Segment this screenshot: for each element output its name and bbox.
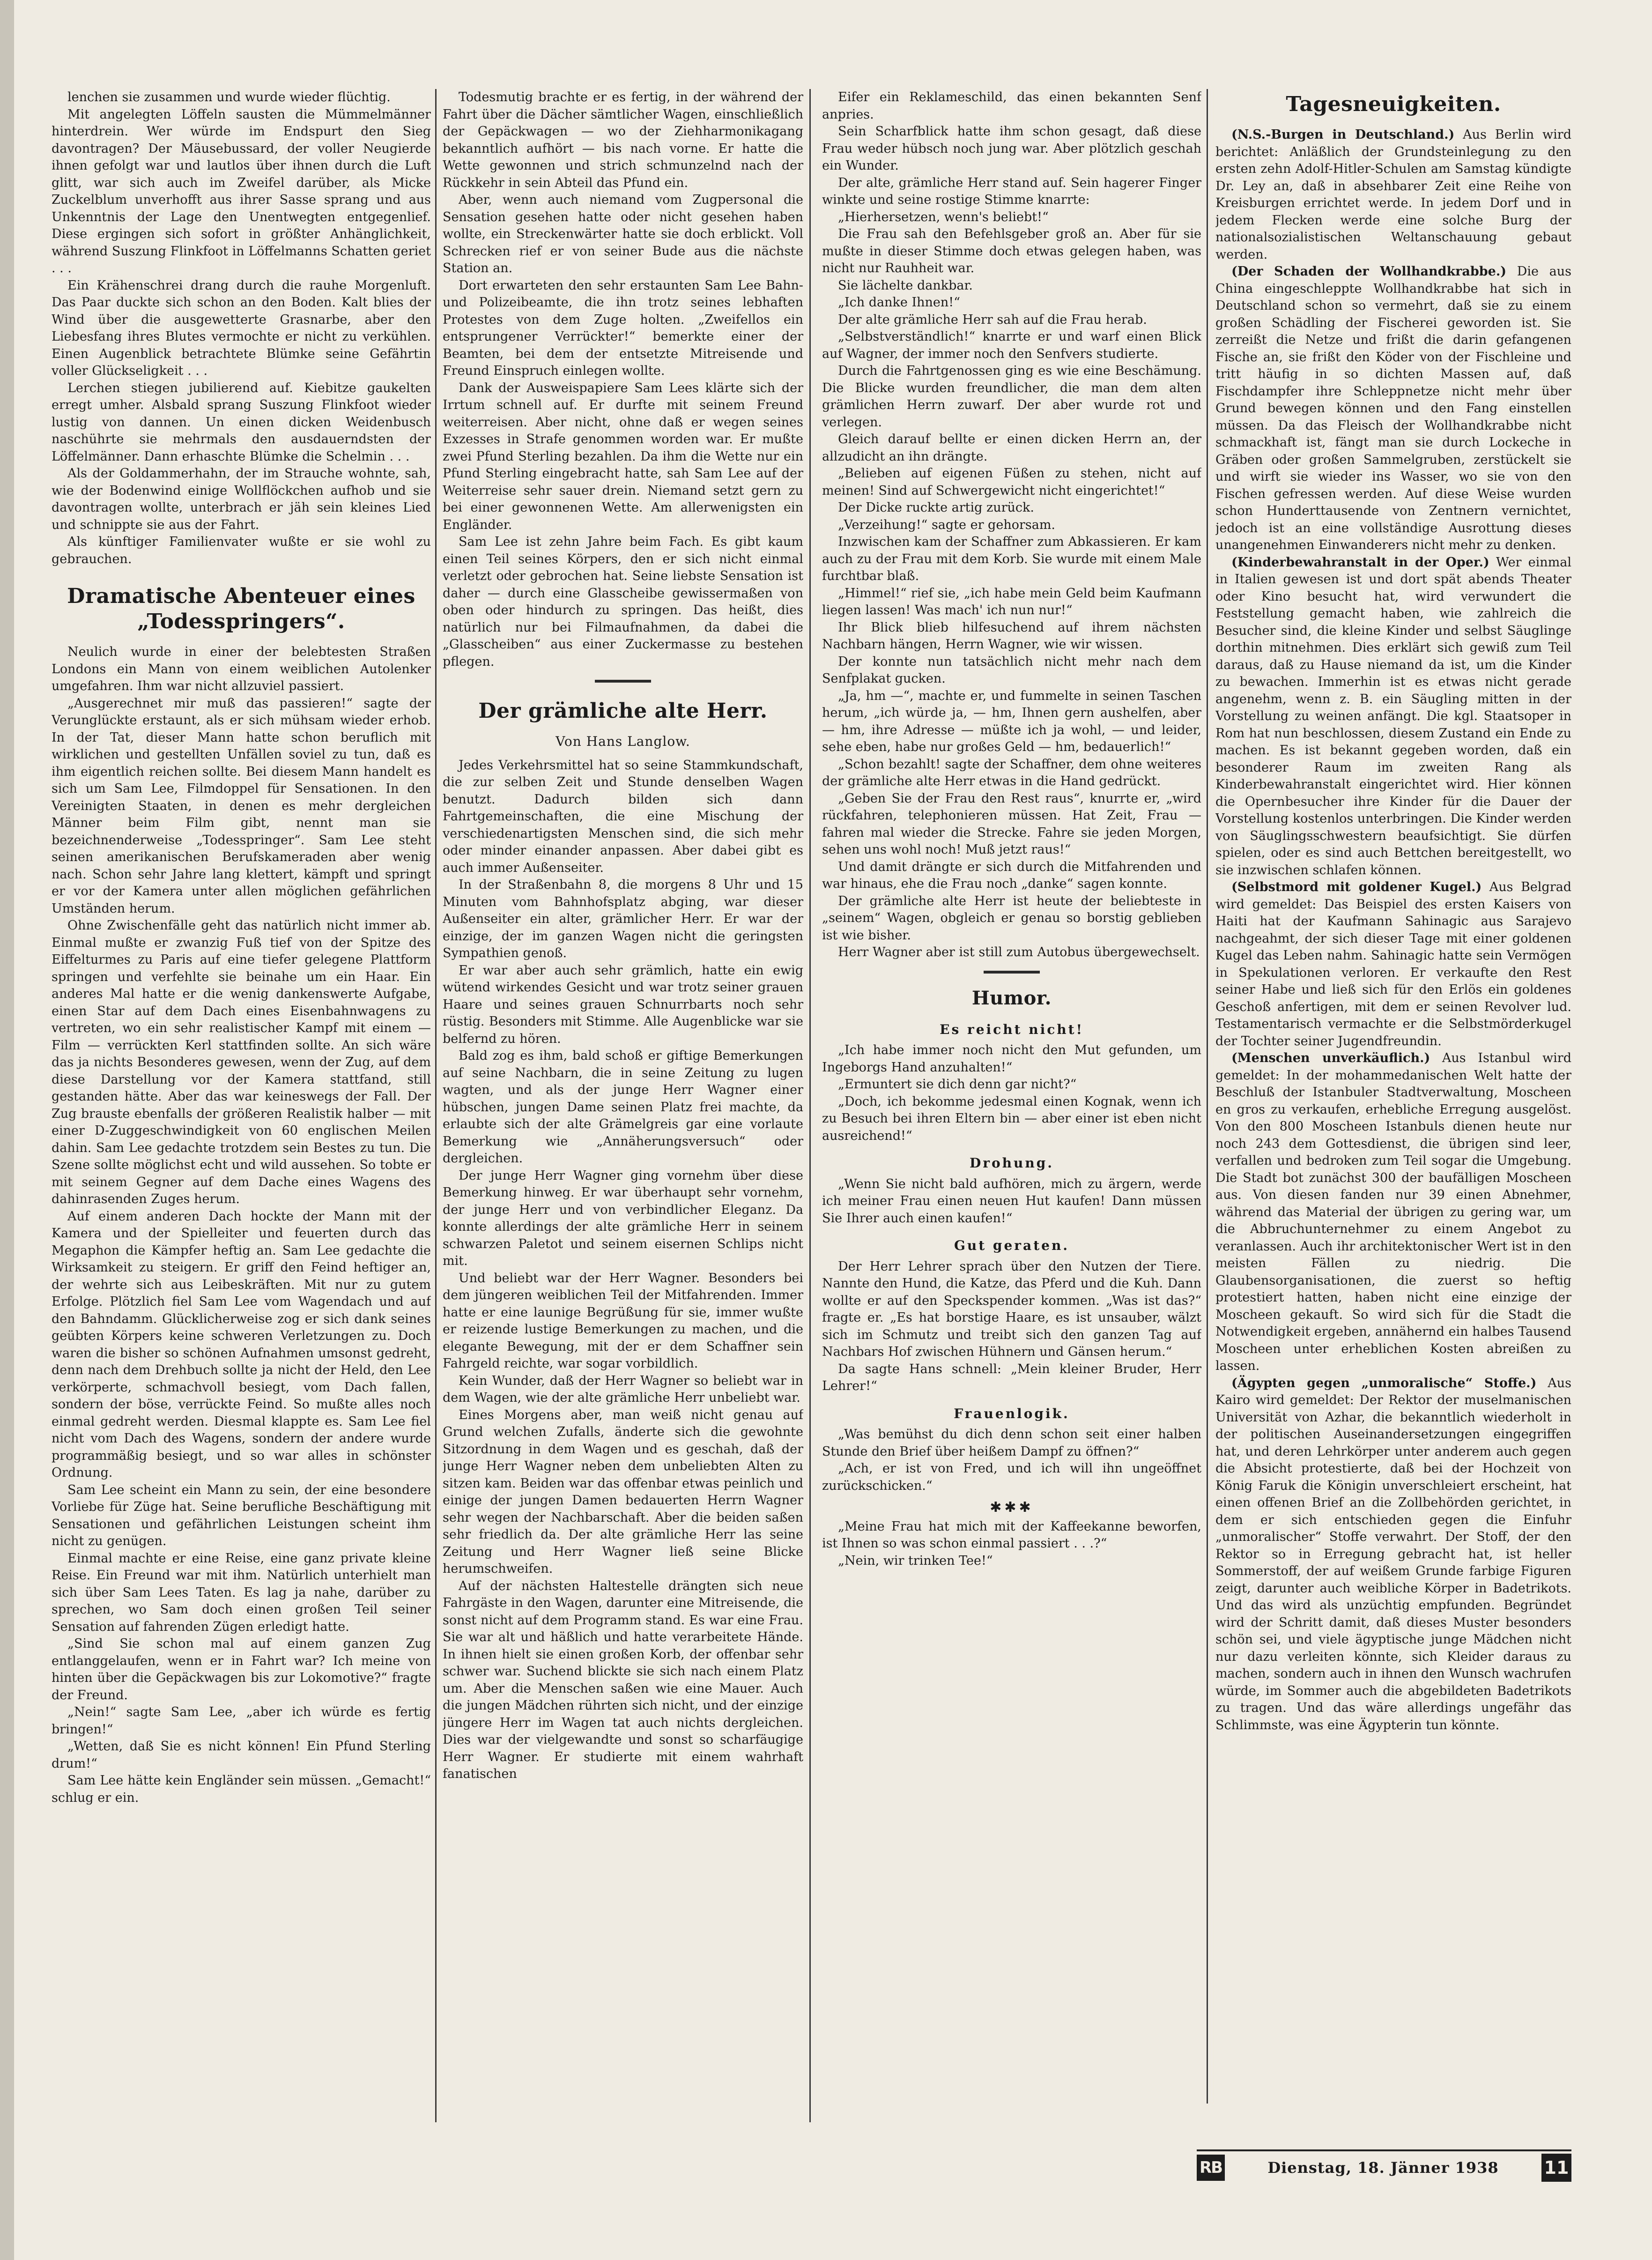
paragraph: Sam Lee scheint ein Mann zu sein, der eine besondere Vorliebe für Züge hat. Seine berufliche Beschäftigung mit Sensationen und gefährlichen Leistungen scheint ihm nicht zu genügen. <box>52 1482 431 1548</box>
paragraph: Herr Wagner aber ist still zum Autobus übergewechselt. <box>838 945 1200 959</box>
paragraph: „Ach, er ist von Fred, und ich will ihn ungeöffnet zurückschicken.“ <box>822 1461 1201 1493</box>
news-kicker: (N.S.-Burgen in Deutschland.) <box>1231 127 1455 142</box>
paragraph: Ein Krähenschrei drang durch die rauhe Morgenluft. Das Paar duckte sich schon an den Boden. Kalt blies der Wind über die ausgewetterte Grasnarbe, aber den Liebesfang ihres Blutes vermochte er nicht zu verkühlen. Einen Augenblick betrachtete Blümke seine Gefährtin voller Glückseligkeit . . . <box>52 278 431 378</box>
news-kicker: (Menschen unverkäuflich.) <box>1231 1051 1430 1065</box>
paragraph: Der Herr Lehrer sprach über den Nutzen der Tiere. Nannte den Hund, die Katze, das Pferd und die Kuh. Dann wollte er auf den Speckspender kommen. „Was ist das?“ fragte er. „Es hat borstige Haare, es ist unsauber, wälzt sich im Schmutz und treibt sich den ganzen Tag auf Nachbars Hof zwischen Hühnern und Gänsen herum.“ <box>822 1259 1201 1359</box>
paragraph: „Verzeihung!“ sagte er gehorsam. <box>838 517 1056 532</box>
paragraph: Dort erwarteten den sehr erstaunten Sam Lee Bahn- und Polizeibeamte, die ihn trotz seines lebhaften Protestes von dem Zuge holten. „Zweifellos ein entsprungener Verrückter!“ bemerkte einer der Beamten, bei dem der entsetzte Mitreisende und Freund Einspruch einlegen wollte. <box>443 278 803 378</box>
article-continuation <box>443 89 803 670</box>
news-text: Aus Berlin wird berichtet: Anläßlich der Grundsteinlegung zu den ersten zehn Adolf-Hitler-Schulen am Samstag kündigte Dr. Ley an, daß in absehbarer Zeit eine Reihe von Kreisburgen errichtet werde. In jedem Dorf und in jedem Flecken werde eine solche Burg der nationalsozialistischen Weltanschauung gebaut werden. <box>1215 127 1571 262</box>
story-byline: Von Hans Langlow. <box>556 734 690 749</box>
paragraph: Sam Lee ist zehn Jahre beim Fach. Es gibt kaum einen Teil seines Körpers, den er sich nicht einmal verletzt oder gebrochen hat. Seine liebste Sensation ist daher — durch eine Glasscheibe gewissermaßen von oben oder hindurch zu springen. Das heißt, dies natürlich nur bei Filmaufnahmen, da dabei die „Glasscheiben“ aus einer Zuckermasse zu bestehen pflegen. <box>443 535 803 669</box>
news-item <box>1215 126 1571 263</box>
joke-separator: ✱✱✱ <box>990 1499 1034 1516</box>
paragraph: Inzwischen kam der Schaffner zum Abkassieren. Er kam auch zu der Frau mit dem Korb. Sie wurde mit einem Male furchtbar blaß. <box>822 535 1201 583</box>
paragraph: „Doch, ich bekomme jedesmal einen Kognak, wenn ich zu Besuch bei ihren Eltern bin — aber einer ist eben nicht ausreichend!“ <box>822 1094 1201 1143</box>
paragraph: „Sind Sie schon mal auf einem ganzen Zug entlanggelaufen, wenn er in Fahrt war? Ich meine von hinten über die Gepäckwagen bis zur Lokomotive?“ fragte der Freund. <box>52 1636 431 1702</box>
news-kicker: (Der Schaden der Wollhandkrabbe.) <box>1231 264 1506 279</box>
paragraph: „Ausgerechnet mir muß das passieren!“ sagte der Verunglückte erstaunt, als er sich mühsam wieder erhob. In der Tat, dieser Mann hatte schon beruflich mit wirklichen und gestellten Unfällen soviel zu tun, daß es ihm eigentlich reichen sollte. Bei diesem Mann handelt es sich um Sam Lee, Filmdoppel für Sensationen. In den Vereinigten Staaten, in denen es mehr dergleichen Männer beim Film gibt, nennt man sie bezeichnenderweise „Todesspringer“. Sam Lee steht seinen amerikanischen Berufskameraden aber wenig nach. Schon sehr Jahre lang klettert, kämpft und springt er vor der Kamera unter allen möglichen gefährlichen Umständen herum. <box>52 696 431 916</box>
page-left-edge <box>0 0 14 2260</box>
paragraph: In der Straßenbahn 8, die morgens 8 Uhr und 15 Minuten vom Bahnhofsplatz abging, war dieser Außenseiter ein alter, grämlicher Herr. Er war der einzige, der im ganzen Wagen nicht die geringsten Sympathien genoß. <box>443 877 803 960</box>
paragraph: Neulich wurde in einer der belebtesten Straßen Londons ein Mann von einem weiblichen Autolenker umgefahren. Ihm war nicht allzuviel passiert. <box>52 645 431 693</box>
page-number: 11 <box>1541 2154 1571 2182</box>
paragraph: Der junge Herr Wagner ging vornehm über diese Bemerkung hinweg. Er war überhaupt sehr vornehm, der junge Herr und von verbindlicher Eleganz. Da konnte allerdings der alte grämliche Herr in seinem schwarzen Paletot und seinem eisernen Schlips nicht mit. <box>443 1168 803 1268</box>
paragraph: Bald zog es ihm, bald schoß er giftige Bemerkungen auf seine Nachbarn, die in seine Zeitung zu lugen wagten, und als der junge Herr Wagner einer hübschen, jungen Dame seinen Platz frei machte, da erlaubte sich der alte Grämelgreis gar eine vorlaute Bemerkung wie „Annäherungsversuch“ oder dergleichen. <box>443 1048 803 1166</box>
news-text: Wer einmal in Italien gewesen ist und dort spät abends Theater oder Kino besucht hat, wird verwundert die Feststellung gemacht haben, wie zahlreich die Besucher sind, die kleine Kinder und selbst Säuglinge dorthin mitnehmen. Dies erklärt sich gewiß zum Teil daraus, daß zu Hause niemand da ist, um die Kinder zu bewachen. Immerhin ist es etwas nicht gerade angenehm, wenn z. B. ein Säugling mitten in der Vorstellung zu weinen anfängt. Die kgl. Staatsoper in Rom hat nun beschlossen, diesem Zustand ein Ende zu machen. Es ist bekannt gegeben worden, daß ein besonderer Raum im zweiten Rang als Kinderbewahranstalt eingerichtet wird. Hier können die Opernbesucher ihre Kinder für die Dauer der Vorstellung kostenlos unterbringen. Die Kinder werden von Säuglingsschwestern beaufsichtigt. Sie dürfen spielen, oder es sind auch Bettchen bereitgestellt, wo sie inzwischen schlafen können. <box>1215 555 1571 877</box>
paragraph: Dank der Ausweispapiere Sam Lees klärte sich der Irrtum schnell auf. Er durfte mit seinem Freund weiterreisen. Aber nicht, ohne daß er wegen seines Exzesses in Strafe genommen worden war. Er mußte zwei Pfund Sterling bezahlen. Da ihm die Wette nur ein Pfund Sterling eingebracht hatte, sah Sam Lee auf der Weiterreise sehr sauer drein. Niemand setzt gern zu bei einer gewonnenen Wette. Am allerwenigsten ein Engländer. <box>443 380 803 532</box>
joke-title: Frauenlogik. <box>954 1405 1070 1421</box>
paragraph: Todesmutig brachte er es fertig, in der während der Fahrt über die Dächer sämtlicher Wagen, einschließlich der Gepäckwagen — wo der Ziehharmonikagang bekanntlich aufhört — bis nach vorne. Er hatte die Wette gewonnen und strich schmunzelnd nach der Rückkehr in sein Abteil das Pfund ein. <box>443 90 803 190</box>
paragraph: Auf der nächsten Haltestelle drängten sich neue Fahrgäste in den Wagen, darunter eine Mitreisende, die sonst nicht auf dem Programm stand. Es war eine Frau. Sie war alt und häßlich und hatte verarbeitete Hände. In ihnen hielt sie einen großen Korb, der offenbar sehr schwer war. Suchend blickte sie sich nach einem Platz um. Aber die Menschen saßen wie eine Mauer. Auch die jungen Mädchen rührten sich nicht, und der einzige jüngere Herr im Wagen tat auch nichts dergleichen. Dies war der vielgewandte und sonst so scharfäugige Herr Wagner. Er studierte mit einem wahrhaft fanatischen <box>443 1578 803 1781</box>
column-1-intro <box>52 89 431 568</box>
paragraph: „Meine Frau hat mich mit der Kaffeekanne beworfen, ist Ihnen so was schon einmal passiert . . .?“ <box>822 1519 1201 1551</box>
paragraph: Einmal machte er eine Reise, eine ganz private kleine Reise. Ein Freund war mit ihm. Natürlich unterhielt man sich über Sam Lees Taten. Es lag ja nahe, darüber zu sprechen, wo Sam doch einen großen Teil seiner Sensation auf fahrenden Zügen erledigt hatte. <box>52 1551 431 1634</box>
column-divider <box>1207 89 1208 2104</box>
section-divider <box>984 971 1040 974</box>
paragraph: Jedes Verkehrsmittel hat so seine Stammkundschaft, die zur selben Zeit und Stunde denselben Wagen benutzt. Dadurch bilden sich dann Fahrtgemeinschaften, die eine Mischung der verschiedenartigsten Menschen sind, die sich mehr oder minder einander anpassen. Aber dabei gibt es auch immer Außenseiter. <box>443 758 803 875</box>
paragraph: Aber, wenn auch niemand vom Zugpersonal die Sensation gesehen hatte oder nicht gesehen haben wollte, ein Streckenwärter hatte sie doch erblickt. Voll Schrecken rief er von seiner Bude aus die nächste Station an. <box>443 193 803 275</box>
news-text: Aus Istanbul wird gemeldet: In der mohammedanischen Welt hatte der Beschluß der Istanbuler Stadtverwaltung, Moscheen en gros zu verkaufen, erhebliche Erregung ausgelöst. Von den 800 Moscheen Istanbuls dienen heute nur noch 243 dem Gottesdienst, die übrigen sind leer, verfallen und bedroken zum Teil sogar die Umgebung. Die Stadt bot zunächst 300 der baufälligen Moscheen aus. Von diesen fanden nur 39 einen Abnehmer, während das Material der übrigen zu gering war, um die Abbruchunternehmer zu einem Angebot zu veranlassen. Auch ihr architektonischer Wert ist in den meisten Fällen zu niedrig. Die Glaubensorganisationen, die zuerst so heftig protestiert hatten, haben nicht eine einzige der Moscheen gekauft. So wird sich für die Stadt die Notwendigkeit ergeben, annähernd ein halbes Tausend Moscheen unter erheblichen Kosten abreißen zu lassen. <box>1215 1051 1571 1373</box>
paragraph: Auf einem anderen Dach hockte der Mann mit der Kamera und der Spielleiter und feuerten durch das Megaphon die Kämpfer heftig an. Sam Lee gedachte die Wirksamkeit zu steigern. Er griff den Feind heftiger an, der wehrte sich aus Leibeskräften. Mit nur zu gutem Erfolge. Plötzlich fiel Sam Lee vom Wagendach und auf den Bahndamm. Glücklicherweise zog er sich dank seines geübten Körpers keine schweren Verletzungen zu. Doch waren die bisher so schönen Aufnahmen umsonst gedreht, denn nach dem Drehbuch sollte ja nicht der Held, den Lee verkörperte, schmachvoll besiegt, vom Dach fallen, sondern der böse, verrückte Feind. So mußte alles noch einmal gedreht werden. Diesmal klappte es. Sam Lee fiel nicht vom Dach des Wagens, sondern der andere wurde programmäßig besiegt, und so war alles in schönster Ordnung. <box>52 1209 431 1480</box>
paragraph: Der konnte nun tatsächlich nicht mehr nach dem Senfplakat gucken. <box>822 654 1201 686</box>
newspaper-logo: RB <box>1197 2155 1225 2181</box>
paragraph: „Himmel!“ rief sie, „ich habe mein Geld beim Kaufmann liegen lassen! Was mach' ich nun nur!“ <box>822 586 1201 617</box>
section-divider <box>595 680 651 683</box>
joke-title: Gut geraten. <box>954 1238 1070 1253</box>
paragraph: Der grämliche alte Herr ist heute der beliebteste in „seinem“ Wagen, obgleich er genau so borstig geblieben ist wie bisher. <box>822 893 1201 943</box>
column-4 <box>1215 89 1571 2155</box>
paragraph: Er war aber auch sehr grämlich, hatte ein ewig wütend wirkendes Gesicht und war trotz seiner grauen Haare und seines grauen Schnurrbarts noch sehr rüstig. Besonders mit Stimme. Alle Augenblicke war sie belfernd zu hören. <box>443 963 803 1046</box>
news-kicker: (Ägypten gegen „unmoralische“ Stoffe.) <box>1231 1375 1537 1390</box>
paragraph: Gleich darauf bellte er einen dicken Herrn an, der allzudicht an ihn drängte. <box>822 432 1201 464</box>
news-text: Aus Kairo wird gemeldet: Der Rektor der muselmanischen Universität von Azhar, die bekanntlich wiederholt in der politischen Auseinandersetzungen eingegriffen hat, und deren Lehrkörper unter anderem auch gegen die Absicht protestierte, daß bei der Hochzeit von König Faruk die Königin unverschleiert erscheint, hat einen offenen Brief an die Zollbehörden gerichtet, in dem er sich entschieden gegen die Einfuhr „unmoralischer“ Stoffe verwahrt. Der Stoff, der den Rektor so in Erregung gebracht hat, ist heller Sommerstoff, der auf weißem Grunde farbige Figuren zeigt, darunter auch weibliche Körper in Badetrikots. Und das wird als unzüchtig empfunden. Begründet wird der Schritt damit, daß dieses Muster besonders schön sei, und viele ägyptische junge Mädchen nicht nur dazu verleiten könnte, sich Kleider daraus zu machen, sondern auch in ihnen den Wunsch wachrufen würde, im Sommer auch die abgebildeten Badetrikots zu tragen. Und das wäre allerdings ungefähr das Schlimmste, was eine Ägypterin tun könnte. <box>1215 1375 1571 1732</box>
paragraph: Ihr Blick blieb hilfesuchend auf ihrem nächsten Nachbarn hängen, Herrn Wagner, wie wir wissen. <box>822 620 1201 652</box>
story-title: Der grämliche alte Herr. <box>478 699 768 723</box>
paragraph: „Nein, wir trinken Tee!“ <box>838 1553 993 1568</box>
column-divider <box>809 89 811 2122</box>
paragraph: Die Frau sah den Befehlsgeber groß an. Aber für sie mußte in dieser Stimme doch etwas gelegen haben, was nicht nur Rauhheit war. <box>822 227 1201 275</box>
paragraph: Lerchen stiegen jubilierend auf. Kiebitze gaukelten erregt umher. Alsbald sprang Suszung Flinkfoot wieder lustig von dannen. Un einen dicken Weidenbusch naschührte sie mehrmals den ausdauerndsten der Löffelmänner. Dann erhaschte Blümke die Schelmin . . . <box>52 380 431 464</box>
paragraph: Der alte, grämliche Herr stand auf. Sein hagerer Finger winkte und seine rostige Stimme knarrte: <box>822 175 1201 207</box>
article-title-todesspringer: Dramatische Abenteuer eines „Todesspringers“. <box>67 584 415 633</box>
paragraph: „Selbstverständlich!“ knarrte er und warf einen Blick auf Wagner, der immer noch den Senfvers studierte. <box>822 329 1201 361</box>
paragraph: „Ich habe immer noch nicht den Mut gefunden, um Ingeborgs Hand anzuhalten!“ <box>822 1043 1201 1075</box>
paragraph: „Nein!“ sagte Sam Lee, „aber ich würde es fertig bringen!“ <box>52 1705 431 1737</box>
news-text: Die aus China eingeschleppte Wollhandkrabbe hat sich in Deutschland schon so vermehrt, daß sie zu einem großen Schädling der Fischerei geworden ist. Sie zerreißt die Netze und frißt die darin gefangenen Fische an, sie frißt den Köder von der Fischleine und tritt häufig in so dichten Massen auf, daß Fischdampfer ihre Schleppnetze nicht mehr über Grund bewegen können und den Fang einstellen müssen. Da das Fleisch der Wollhandkrabbe nicht schmackhaft ist, fängt man sie durch Lockeche in Gräben oder großen Sammelgruben, zerstückelt sie und wirft sie wieder ins Wasser, wo sie von den Fischen gefressen werden. Auf diese Weise wurden schon Hunderttausende von Zentnern vernichtet, jedoch ist an eine vollständige Ausrottung dieses unangenehmen Einwanderers nicht mehr zu denken. <box>1215 264 1571 552</box>
paragraph: Eifer ein Reklameschild, das einen bekannten Senf anpries. <box>822 90 1201 122</box>
paragraph: „Wetten, daß Sie es nicht können! Ein Pfund Sterling drum!“ <box>52 1739 431 1771</box>
joke-title: Drohung. <box>969 1155 1054 1171</box>
story-body <box>443 757 803 1783</box>
news-kicker: (Selbstmord mit goldener Kugel.) <box>1231 880 1482 894</box>
paragraph: Als der Goldammerhahn, der im Strauche wohnte, sah, wie der Bodenwind einige Wollflöckchen aufhob und sie davontragen wollte, unterbrach er jäh sein kleines Lied und schnippte sie aus der Fahrt. <box>52 466 431 532</box>
issue-date: Dienstag, 18. Jänner 1938 <box>1267 2159 1499 2177</box>
paragraph: Eines Morgens aber, man weiß nicht genau auf Grund welchen Zufalls, änderte sich die gewohnte Sitzordnung in dem Wagen und es geschah, daß der junge Herr Wagner neben dem unbeliebten Alten zu sitzen kam. Beiden war das offenbar etwas peinlich und einige der jungen Damen bedauerten Herrn Wagner sehr wegen der Nachbarschaft. Aber die beiden saßen sehr friedlich da. Der alte grämliche Herr las seine Zeitung und Herr Wagner ließ seine Blicke herumschweifen. <box>443 1407 803 1576</box>
paragraph: Und damit drängte er sich durch die Mitfahrenden und war hinaus, ehe die Frau noch „danke“ sagen konnte. <box>822 859 1201 891</box>
paragraph: „Schon bezahlt! sagte der Schaffner, dem ohne weiteres der grämliche alte Herr etwas in die Hand gedrückt. <box>822 757 1201 788</box>
story-continuation <box>822 89 1201 961</box>
news-item <box>1215 263 1571 554</box>
column-3 <box>822 89 1201 2155</box>
paragraph: Sam Lee hätte kein Engländer sein müssen. „Gemacht!“ schlug er ein. <box>52 1773 431 1805</box>
joke-title: Es reicht nicht! <box>940 1021 1084 1037</box>
paragraph: „Ich danke Ihnen!“ <box>838 295 960 310</box>
paragraph: „Geben Sie der Frau den Rest raus“, knurrte er, „wird rückfahren, telephonieren müssen. Hat Zeit, Frau — fahren mal wieder die Strecke. Fahre sie jeden Morgen, sehen uns wohl noch! Muß jetzt raus!“ <box>822 791 1201 857</box>
news-kicker: (Kinderbewahranstalt in der Oper.) <box>1231 555 1489 570</box>
paragraph: „Was bemühst du dich denn schon seit einer halben Stunde den Brief über heißem Dampf zu öffnen?“ <box>822 1427 1201 1459</box>
paragraph: Sie lächelte dankbar. <box>838 278 973 293</box>
page-footer <box>1197 2149 1571 2184</box>
paragraph: „Wenn Sie nicht bald aufhören, mich zu ärgern, werde ich meiner Frau einen neuen Hut kaufen! Dann müssen Sie Ihrer auch einen kaufen!“ <box>822 1176 1201 1226</box>
column-divider <box>435 89 437 2122</box>
paragraph: „Belieben auf eigenen Füßen zu stehen, nicht auf meinen! Sind auf Schwergewicht nicht eingerichtet!“ <box>822 466 1201 498</box>
column-1 <box>52 89 431 2155</box>
paragraph: Mit angelegten Löffeln sausten die Mümmelmänner hinterdrein. Wer würde im Endspurt den Sieg davontragen? Der Mäusebussard, der voller Neugierde ihnen gefolgt war und lautlos über ihnen durch die Luft glitt, war sich auch im Zweifel darüber, als Micke Zuckelblum unverhofft aus ihrer Sasse sprang und aus Unkenntnis der Lage den Unentwegten entgegenlief. Diese ergingen sich sofort in größter Anhänglichkeit, während Suszung Flinkfoot in Löffelmanns Schatten geriet . . . <box>52 107 431 275</box>
news-item <box>1215 1375 1571 1734</box>
paragraph: Kein Wunder, daß der Herr Wagner so beliebt war in dem Wagen, wie der alte grämliche Herr unbeliebt war. <box>443 1373 803 1405</box>
humor-title: Humor. <box>971 987 1052 1009</box>
paragraph: Sein Scharfblick hatte ihm schon gesagt, daß diese Frau weder hübsch noch jung war. Aber plötzlich geschah ein Wunder. <box>822 124 1201 173</box>
news-item <box>1215 554 1571 879</box>
paragraph: Durch die Fahrtgenossen ging es wie eine Beschämung. Die Blicke wurden freundlicher, die man dem alten grämlichen Herrn zuwarf. Der aber wurde rot und verlegen. <box>822 364 1201 430</box>
news-text: Aus Belgrad wird gemeldet: Das Beispiel des ersten Kaisers von Haiti hat der Kaufmann Sahinagic aus Sarajevo nachgeahmt, der sich dieser Tage mit einer goldenen Kugel das Leben nahm. Sahinagic hatte sein Vermögen in Spekulationen verloren. Er verkaufte den Rest seiner Habe und ließ sich für den Erlös ein goldenes Geschoß anfertigen, mit dem er seinen Revolver lud. Testamentarisch vermachte er die Selbstmörderkugel der Tochter seiner Jugendfreundin. <box>1215 880 1571 1048</box>
paragraph: Ohne Zwischenfälle geht das natürlich nicht immer ab. Einmal mußte er zwanzig Fuß tief von der Spitze des Eiffelturmes zu Paris auf eine tiefer gelegene Plattform springen und verfehlte sie beinahe um ein Haar. Ein anderes Mal hatte er die wenig dankenswerte Aufgabe, einen Star auf dem Dach eines Eisenbahnwagens zu vertreten, wo ein sehr realistischer Kampf mit einem — Film — verrückten Kerl stattfinden sollte. An sich wäre das ja nichts Besonderes gewesen, wenn der Zug, auf dem diese Darstellung vor der Kamera stattfand, still gestanden hätte. Aber das war keineswegs der Fall. Der Zug brauste ebenfalls der größeren Realistik halber — mit einer D-Zuggeschwindigkeit von 60 englischen Meilen dahin. Sam Lee gedachte trotzdem sein Bestes zu tun. Die Szene sollte möglichst echt und wild aussehen. So tobte er mit seinem Gegner auf dem Dache eines Wagens des dahinrasenden Zuges herum. <box>52 918 431 1206</box>
section-title-tagesneuigkeiten: Tagesneuigkeiten. <box>1286 92 1501 116</box>
article-body-todesspringer <box>52 644 431 1807</box>
news-item <box>1215 879 1571 1050</box>
paragraph: Der alte grämliche Herr sah auf die Frau herab. <box>838 312 1147 327</box>
paragraph: lenchen sie zusammen und wurde wieder flüchtig. <box>67 90 391 104</box>
paragraph: Der Dicke ruckte artig zurück. <box>838 500 1034 515</box>
paragraph: „Ermuntert sie dich denn gar nicht?“ <box>838 1077 1077 1092</box>
paragraph: Als künftiger Familienvater wußte er sie wohl zu gebrauchen. <box>52 535 431 566</box>
paragraph: Da sagte Hans schnell: „Mein kleiner Bruder, Herr Lehrer!“ <box>822 1361 1201 1393</box>
paragraph: Und beliebt war der Herr Wagner. Besonders bei dem jüngeren weiblichen Teil der Mitfahrenden. Immer hatte er eine launige Begrüßung für sie, immer wußte er reizende lustige Bemerkungen zu machen, und die elegante Bewegung, mit der er dem Schaffner sein Fahrgeld reichte, war sogar vorbildlich. <box>443 1271 803 1371</box>
paragraph: „Hierhersetzen, wenn's beliebt!“ <box>838 209 1049 224</box>
paragraph: „Ja, hm —“, machte er, und fummelte in seinen Taschen herum, „ich würde ja, — hm, Ihnen gern aushelfen, aber — hm, ihre Adresse — müßte ich ja wohl, — und leider, sehe eben, habe nur großes Geld — hm, bedauerlich!“ <box>822 688 1201 754</box>
column-2 <box>443 89 803 2155</box>
news-item <box>1215 1050 1571 1375</box>
